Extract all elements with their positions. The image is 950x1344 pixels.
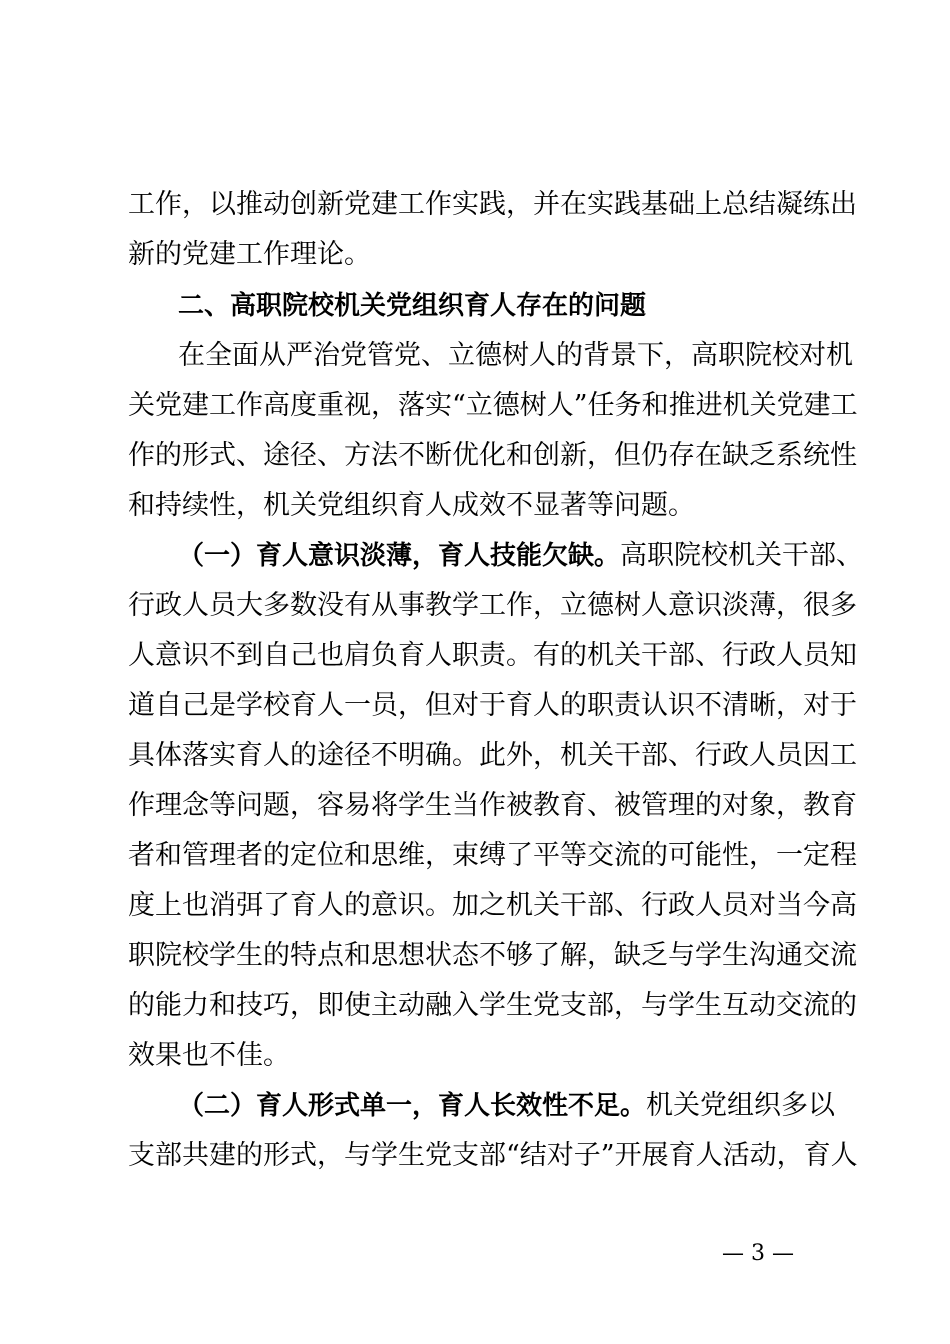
page-number: — 3 — bbox=[722, 1241, 794, 1266]
paragraph-line: 关党建工作高度重视，落实“立德树人”任务和推进机关党建工 bbox=[128, 390, 858, 421]
paragraph-line: 支部共建的形式，与学生党支部“结对子”开展育人活动，育人 bbox=[128, 1140, 858, 1171]
paragraph-line: 新的党建工作理论。 bbox=[128, 239, 371, 270]
paragraph-line: 者和管理者的定位和思维，束缚了平等交流的可能性，一定程 bbox=[128, 840, 857, 871]
subsection-heading: （一）育人意识淡薄，育人技能欠缺。 bbox=[178, 541, 621, 571]
paragraph-line: 职院校学生的特点和思想状态不够了解，缺乏与学生沟通交流 bbox=[128, 940, 857, 971]
paragraph-line: 具体落实育人的途径不明确。此外，机关干部、行政人员因工 bbox=[128, 740, 857, 771]
paragraph-line bbox=[178, 1089, 888, 1123]
paragraph-line: 在全面从严治党管党、立德树人的背景下，高职院校对机 bbox=[178, 340, 853, 371]
paragraph-line: 人意识不到自己也肩负育人职责。有的机关干部、行政人员知 bbox=[128, 640, 857, 671]
paragraph-text: 机关党组织多以 bbox=[646, 1090, 836, 1121]
paragraph-text: 高职院校机关干部、 bbox=[620, 540, 864, 571]
paragraph-line: 行政人员大多数没有从事教学工作，立德树人意识淡薄，很多 bbox=[128, 590, 857, 621]
paragraph-line: 的能力和技巧，即使主动融入学生党支部，与学生互动交流的 bbox=[128, 990, 857, 1021]
paragraph-line: 效果也不佳。 bbox=[128, 1040, 290, 1071]
paragraph-line: 和持续性，机关党组织育人成效不显著等问题。 bbox=[128, 490, 695, 521]
paragraph-line: 工作，以推动创新党建工作实践，并在实践基础上总结凝练出 bbox=[128, 189, 857, 220]
paragraph-line: 作的形式、途径、方法不断优化和创新，但仍存在缺乏系统性 bbox=[128, 440, 857, 471]
section-heading: 二、高职院校机关党组织育人存在的问题 bbox=[178, 291, 647, 321]
paragraph-line: 道自己是学校育人一员，但对于育人的职责认识不清晰，对于 bbox=[128, 690, 857, 721]
subsection-heading: （二）育人形式单一，育人长效性不足。 bbox=[178, 1091, 647, 1121]
paragraph-line: 作理念等问题，容易将学生当作被教育、被管理的对象，教育 bbox=[128, 790, 857, 821]
paragraph-line: 度上也消弭了育人的意识。加之机关干部、行政人员对当今高 bbox=[128, 890, 857, 921]
paragraph-line bbox=[178, 539, 888, 573]
